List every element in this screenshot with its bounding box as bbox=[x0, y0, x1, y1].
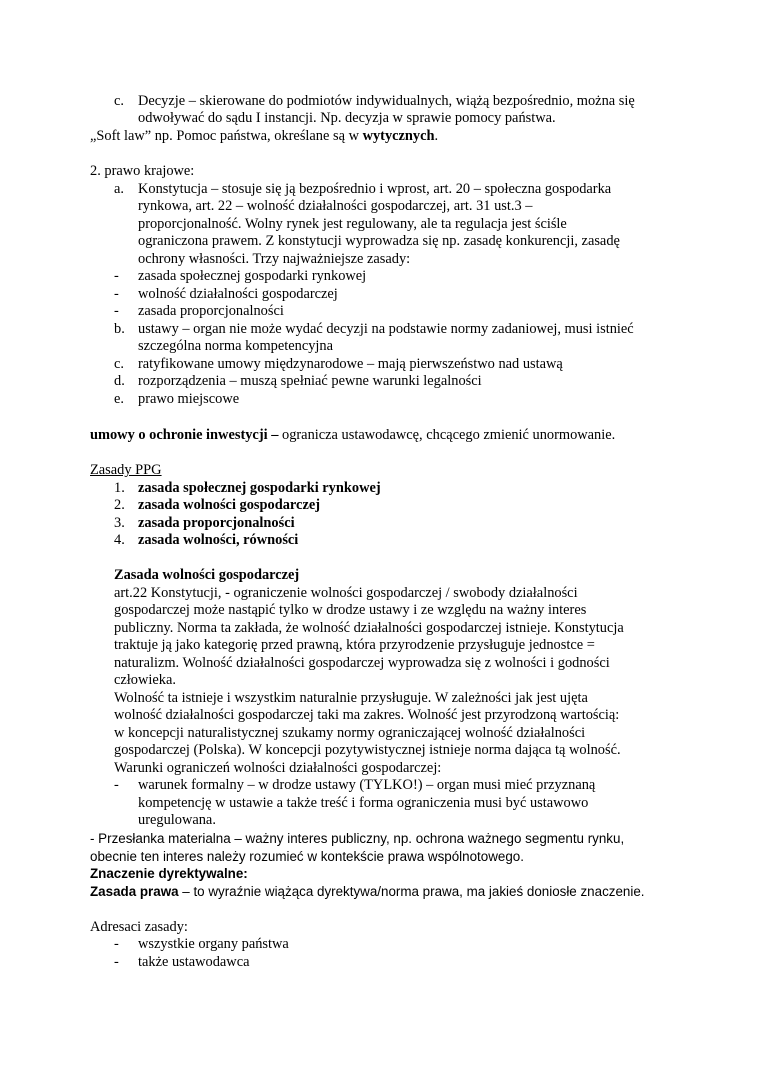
decyzje-line-2: odwoływać do sądu I instancji. Np. decyzja w sprawie pomocy państwa. bbox=[138, 110, 556, 126]
decyzje-line-1: Decyzje – skierowane do podmiotów indywidualnych, wiążą bezpośrednio, można się bbox=[138, 93, 635, 109]
wolnosc-line-6: człowieka. bbox=[114, 672, 176, 688]
wolnosc-line-3: publiczny. Norma ta zakłada, że wolność działalności gospodarczej istnieje. Konstytucja bbox=[114, 620, 624, 636]
umowy-line bbox=[90, 427, 615, 445]
konstytucja-line-5: ochrony własności. Trzy najważniejsze zasady: bbox=[138, 251, 411, 267]
wolnosc-line-9: w koncepcji naturalistycznej szukamy normy ograniczającej wolność działalności bbox=[114, 725, 586, 741]
konstytucja-line-1: Konstytucja – stosuje się ją bezpośrednio i wprost, art. 20 – społeczna gospodarka bbox=[138, 181, 612, 197]
list-marker-a: a. bbox=[114, 181, 124, 197]
prawo-miejscowe-line: prawo miejscowe bbox=[138, 391, 240, 407]
dash-marker: - bbox=[114, 954, 119, 970]
ustawy-line-1: ustawy – organ nie może wydać decyzji na podstawie normy zadaniowej, musi istnieć bbox=[138, 321, 634, 337]
list-marker-e: e. bbox=[114, 391, 124, 407]
numbered-marker-1: 1. bbox=[114, 480, 125, 496]
ppg-item-3: zasada proporcjonalności bbox=[138, 515, 295, 531]
zasada-prawa-bold: Zasada prawa bbox=[90, 884, 179, 899]
zasada-item-3: zasada proporcjonalności bbox=[138, 303, 284, 319]
warunek-line-3: uregulowana. bbox=[138, 812, 216, 828]
soft-law-bold: wytycznych bbox=[362, 128, 435, 144]
umowy-bold: umowy o ochronie inwestycji – bbox=[90, 427, 279, 443]
ustawy-line-2: szczególna norma kompetencyjna bbox=[138, 338, 333, 354]
adresaci-heading: Adresaci zasady: bbox=[90, 919, 188, 935]
dash-marker: - bbox=[114, 286, 119, 302]
ppg-item-4: zasada wolności, równości bbox=[138, 532, 299, 548]
zasada-item-1: zasada społecznej gospodarki rynkowej bbox=[138, 268, 367, 284]
dash-marker: - bbox=[114, 936, 119, 952]
prawo-krajowe-heading: 2. prawo krajowe: bbox=[90, 163, 195, 179]
ppg-item-1: zasada społecznej gospodarki rynkowej bbox=[138, 480, 381, 496]
wolnosc-line-1: art.22 Konstytucji, - ograniczenie wolności gospodarczej / swobody działalności bbox=[114, 585, 578, 601]
przeslanka-line-2: obecnie ten interes należy rozumieć w kontekście prawa wspólnotowego. bbox=[90, 849, 524, 864]
soft-law-line bbox=[90, 128, 438, 146]
konstytucja-line-2: rynkowa, art. 22 – wolność działalności gospodarczej, art. 31 ust.3 – bbox=[138, 198, 533, 214]
umowy-text: ogranicza ustawodawcę, chcącego zmienić unormowanie. bbox=[278, 427, 616, 443]
list-marker-d: d. bbox=[114, 373, 125, 389]
soft-law-text: „Soft law” np. Pomoc państwa, określane są w bbox=[90, 128, 363, 144]
wolnosc-line-8: wolność działalności gospodarczej taki ma zakres. Wolność jest przyrodzoną wartością: bbox=[114, 707, 620, 723]
rozporzadzenia-line: rozporządzenia – muszą spełniać pewne warunki legalności bbox=[138, 373, 482, 389]
znaczenie-heading: Znaczenie dyrektywalne: bbox=[90, 866, 248, 881]
numbered-marker-2: 2. bbox=[114, 497, 125, 513]
konstytucja-line-4: ograniczona prawem. Z konstytucji wyprowadza się np. zasadę konkurencji, zasadę bbox=[138, 233, 620, 249]
konstytucja-line-3: proporcjonalność. Wolny rynek jest regulowany, ale ta regulacja jest ściśle bbox=[138, 216, 567, 232]
dash-marker: - bbox=[114, 777, 119, 793]
warunek-line-2: kompetencję w ustawie a także treść i forma ograniczenia musi być ustawowo bbox=[138, 795, 589, 811]
wolnosc-line-5: naturalizm. Wolność działalności gospodarczej wyprowadza się z wolności i godności bbox=[114, 655, 610, 671]
wolnosc-line-10: gospodarczej (Polska). W koncepcji pozytywistycznej istnieje norma dająca tą wolność. bbox=[114, 742, 621, 758]
dash-marker: - bbox=[114, 268, 119, 284]
zasada-prawa-text: – to wyraźnie wiążąca dyrektywa/norma prawa, ma jakieś doniosłe znaczenie. bbox=[178, 884, 645, 899]
ppg-item-2: zasada wolności gospodarczej bbox=[138, 497, 321, 513]
wolnosc-line-4: traktuje ją jako kategorię przed prawną, która przyrodzenie przysługuje jednostce = bbox=[114, 637, 595, 653]
zasada-prawa-line bbox=[90, 883, 645, 901]
wolnosc-line-7: Wolność ta istnieje i wszystkim naturalnie przysługuje. W zależności jak jest ujęta bbox=[114, 690, 588, 706]
adresaci-item-2: także ustawodawca bbox=[138, 954, 250, 970]
adresaci-item-1: wszystkie organy państwa bbox=[138, 936, 289, 952]
numbered-marker-3: 3. bbox=[114, 515, 125, 531]
list-marker-b: b. bbox=[114, 321, 125, 337]
list-marker-c: c. bbox=[114, 93, 124, 109]
ratyfikowane-line: ratyfikowane umowy międzynarodowe – mają pierwszeństwo nad ustawą bbox=[138, 356, 563, 372]
dash-marker: - bbox=[114, 303, 119, 319]
wolnosc-heading: Zasada wolności gospodarczej bbox=[114, 567, 300, 583]
soft-law-end: . bbox=[434, 128, 439, 144]
warunek-line-1: warunek formalny – w drodze ustawy (TYLKO!) – organ musi mieć przyznaną bbox=[138, 777, 596, 793]
zasady-ppg-heading: Zasady PPG bbox=[90, 462, 162, 478]
wolnosc-line-11: Warunki ograniczeń wolności działalności gospodarczej: bbox=[114, 760, 442, 776]
przeslanka-line-1: - Przesłanka materialna – ważny interes publiczny, np. ochrona ważnego segmentu rynku, bbox=[90, 831, 625, 846]
zasada-item-2: wolność działalności gospodarczej bbox=[138, 286, 338, 302]
list-marker-c: c. bbox=[114, 356, 124, 372]
numbered-marker-4: 4. bbox=[114, 532, 125, 548]
wolnosc-line-2: gospodarczej może nastąpić tylko w drodze ustawy i ze względu na ważny interes bbox=[114, 602, 587, 618]
